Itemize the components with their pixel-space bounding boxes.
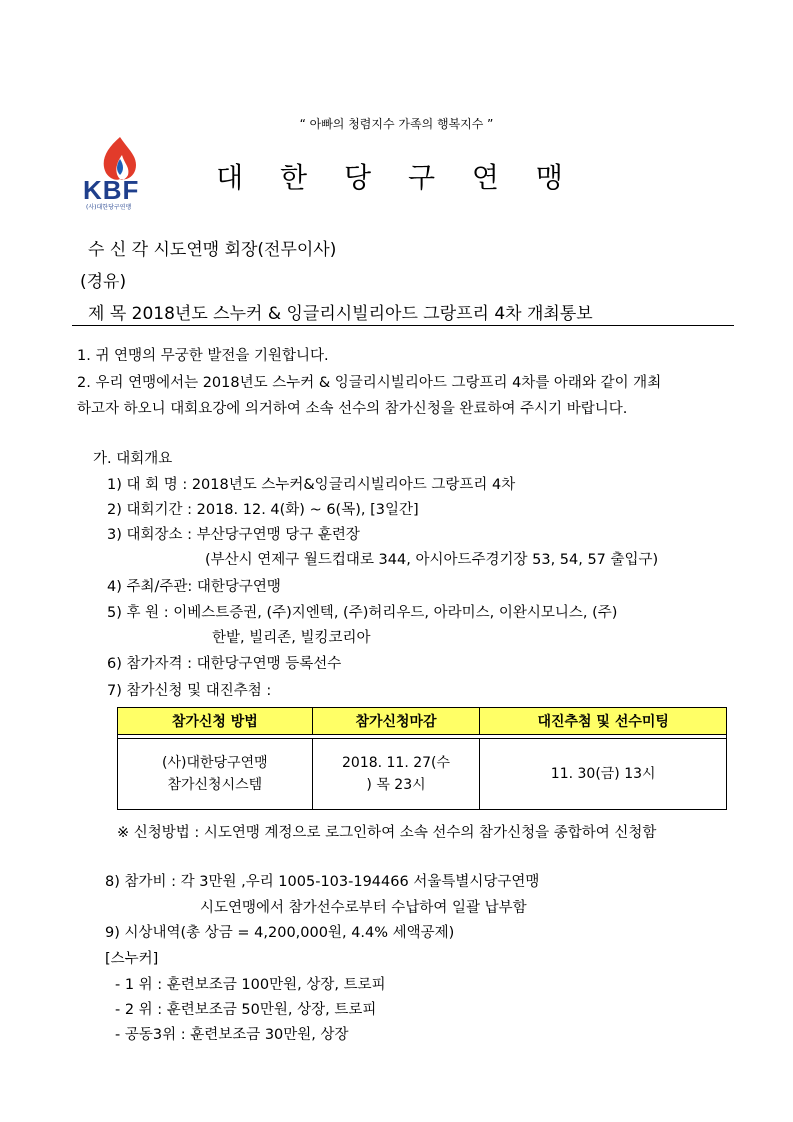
prize-third: - 공동3위 : 훈련보조금 30만원, 상장	[115, 1027, 349, 1043]
header-method: 참가신청 방법	[118, 708, 313, 735]
registration-table	[117, 707, 727, 810]
header-draw: 대진추첨 및 선수미팅	[480, 708, 727, 735]
item-sponsors: 5) 후 원 : 이베스트증권, (주)지엔텍, (주)허리우드, 아라미스, 이완시모니스, (주)	[107, 605, 618, 621]
item-event-name: 1) 대 회 명 : 2018년도 스누커&잉글리시빌리아드 그랑프리 4차	[107, 477, 516, 493]
item-fee: 8) 참가비 : 각 3만원 ,우리 1005-103-194466 서울특별시당구연맹	[105, 874, 540, 890]
slogan: “ 아빠의 청렴지수 가족의 행복지수 ”	[299, 117, 494, 131]
logo-text: KBF	[83, 175, 140, 205]
logo-subtitle: (사)대한당구연맹	[86, 204, 132, 211]
cell-draw: 11. 30(금) 13시	[480, 739, 727, 810]
paragraph-1: 1. 귀 연맹의 무궁한 발전을 기원합니다.	[77, 348, 329, 364]
recipient-line: 수 신 각 시도연맹 회장(전무이사)	[88, 240, 337, 260]
item-venue: 3) 대회장소 : 부산당구연맹 당구 훈련장	[107, 527, 360, 543]
prize-first: - 1 위 : 훈련보조금 100만원, 상장, 트로피	[115, 977, 386, 993]
cell-method: (사)대한당구연맹 참가신청시스템	[118, 739, 313, 810]
item-eligibility: 6) 참가자격 : 대한당구연맹 등록선수	[107, 656, 342, 672]
item-venue-address: (부산시 연제구 월드컵대로 344, 아시아드주경기장 53, 54, 57 출입구)	[205, 552, 659, 568]
header-deadline: 참가신청마감	[312, 708, 480, 735]
subject-line: 제 목 2018년도 스누커 & 잉글리시빌리아드 그랑프리 4차 개최통보	[88, 304, 593, 324]
cell-deadline: 2018. 11. 27(수 ) 목 23시	[312, 739, 480, 810]
item-sponsors-cont: 한밭, 빌리존, 빌킹코리아	[212, 630, 371, 646]
prize-second: - 2 위 : 훈련보조금 50만원, 상장, 트로피	[115, 1002, 377, 1018]
page-title: 대 한 당 구 연 맹	[216, 161, 577, 194]
item-prizes-title: 9) 시상내역(총 상금 = 4,200,000원, 4.4% 세액공제)	[105, 925, 455, 941]
registration-note: ※ 신청방법 : 시도연맹 계정으로 로그인하여 소속 선수의 참가신청을 종합하여 신청함	[117, 825, 657, 841]
item-event-period: 2) 대회기간 : 2018. 12. 4(화) ~ 6(목), [3일간]	[107, 502, 419, 518]
snooker-label: [스누커]	[105, 951, 159, 967]
subject-divider	[72, 325, 734, 326]
paragraph-2-line1: 2. 우리 연맹에서는 2018년도 스누커 & 잉글리시빌리아드 그랑프리 4차를 아래와 같이 개최	[77, 375, 662, 391]
via-line: (경유)	[80, 272, 127, 292]
item-fee-note: 시도연맹에서 참가선수로부터 수납하여 일괄 납부함	[200, 900, 527, 916]
section-heading: 가. 대회개요	[93, 451, 173, 467]
table-row	[118, 739, 727, 810]
paragraph-2-line2: 하고자 하오니 대회요강에 의거하여 소속 선수의 참가신청을 완료하여 주시기 바랍니다.	[77, 401, 628, 417]
table-header-row	[118, 708, 727, 735]
item-registration: 7) 참가신청 및 대진추첨 :	[107, 683, 272, 699]
item-organizer: 4) 주최/주관: 대한당구연맹	[107, 579, 281, 595]
